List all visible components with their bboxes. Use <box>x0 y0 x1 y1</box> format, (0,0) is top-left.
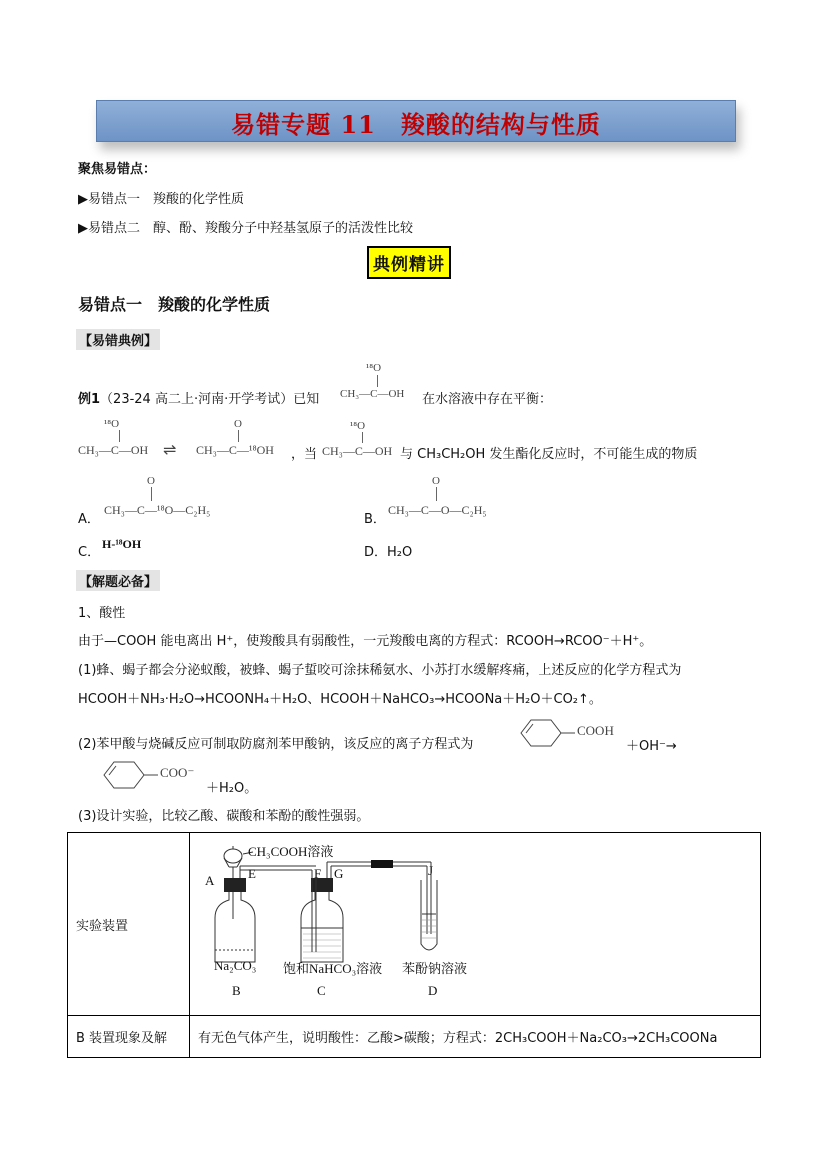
label-phenolate: 苯酚钠溶液 <box>402 961 468 976</box>
label-nahco3: 饱和NaHCO₃溶液 <box>283 961 383 976</box>
option-b-o: O <box>432 475 440 487</box>
option-c-label: C． <box>78 545 101 560</box>
example-1-intro <box>78 388 319 407</box>
label-na2co3: Na₂CO₃ <box>214 958 257 973</box>
eq-left: CH₃—C—OH <box>78 443 149 457</box>
mid-struct: CH₃—C—OH <box>322 444 393 458</box>
double-bond <box>151 487 153 501</box>
acidity-line-2: (1)蜂、蝎子都会分泌蚁酸，被蜂、蝎子蜇咬可涂抹稀氨水、小苏打水缓解疼痛，上述反应的化学方程式为 <box>78 663 682 678</box>
eq-right: CH₃—C—¹⁸OH <box>196 443 274 457</box>
double-bond <box>362 432 364 443</box>
mid-text-a: ，当 <box>291 447 318 462</box>
page-title: 易错专题 11 羧酸的结构与性质 <box>231 110 601 139</box>
acidity-line-1: 由于—COOH 能电离出 H⁺，使羧酸具有弱酸性，一元羧酸电离的方程式：RCOOH→RCOO⁻＋H⁺。 <box>78 634 653 649</box>
title-banner <box>96 100 736 142</box>
acidity-line-6: (3)设计实验，比较乙酸、碳酸和苯酚的酸性强弱。 <box>78 809 370 824</box>
acidity-heading: 1、酸性 <box>78 606 126 621</box>
double-bond <box>238 430 240 442</box>
mid-struct-o18: ¹⁸O <box>350 420 366 432</box>
example-source: （23-24 高二上·河南·开学考试）已知 <box>100 392 320 407</box>
eq-right-o: O <box>234 418 242 430</box>
option-b-label: B． <box>364 512 386 527</box>
example-section-label: 典例精讲 <box>367 246 451 279</box>
acidity-line-3: HCOOH＋NH₃·H₂O→HCOONH₄＋H₂O、HCOOH＋NaHCO₃→HCOONa＋H₂O＋CO₂↑。 <box>78 692 602 707</box>
double-bond <box>436 487 438 501</box>
label-a: A <box>205 873 215 888</box>
example-after-struct: 在水溶液中存在平衡： <box>422 392 553 407</box>
label-e: E <box>248 866 256 881</box>
label-f: F <box>314 866 322 881</box>
struct-acetic-18o: CH₃—C—OH <box>340 388 405 400</box>
option-c-struct: H-¹⁸OH <box>102 537 142 551</box>
eq-left-o18: ¹⁸O <box>104 418 120 430</box>
label-j: J <box>428 863 434 878</box>
table-cell-label: B 装置现象及解 <box>68 1016 190 1058</box>
option-d-label: D．H₂O <box>364 545 413 560</box>
o18-label: ¹⁸O <box>366 362 382 374</box>
example-label: 例1 <box>78 392 101 407</box>
tag-solution-essentials: 【解题必备】 <box>76 570 160 591</box>
mid-text-b: 与 CH₃CH₂OH 发生酯化反应时，不可能生成的物质 <box>400 447 698 462</box>
double-bond <box>377 375 379 387</box>
coo-group: COO⁻ <box>160 765 195 780</box>
acidity-line-4: (2)苯甲酸与烧碱反应可制取防腐剂苯甲酸钠，该反应的离子方程式为 <box>78 737 474 752</box>
caption-b: B <box>232 983 241 998</box>
option-b-struct: CH₃—C—O—C₂H₅ <box>388 503 487 517</box>
table-row <box>68 833 761 1016</box>
caption-c: C <box>317 983 326 998</box>
experiment-table <box>67 832 761 1058</box>
tag-typical-example: 【易错典例】 <box>76 329 160 350</box>
label-acetic-solution: CH₃COOH溶液 <box>248 844 334 859</box>
acidity-line-5-tail: ＋H₂O。 <box>206 781 258 796</box>
option-a-struct: CH₃—C—¹⁸O—C₂H₅ <box>104 503 211 517</box>
table-cell-apparatus <box>190 833 761 1016</box>
option-a-label: A． <box>78 512 100 527</box>
double-bond <box>119 430 121 442</box>
table-cell-label: 实验装置 <box>68 833 190 1016</box>
caption-d: D <box>428 983 438 998</box>
focus-item-2: ▶易错点二 醇、酚、羧酸分子中羟基氢原子的活泼性比较 <box>78 221 413 236</box>
acidity-line-4-tail: ＋OH⁻→ <box>626 739 677 754</box>
cooh-group: COOH <box>577 723 614 738</box>
option-a-o: O <box>147 475 155 487</box>
table-row <box>68 1016 761 1058</box>
focus-heading: 聚焦易错点： <box>78 162 157 177</box>
section-1-title: 易错点一 羧酸的化学性质 <box>78 295 271 314</box>
label-g: G <box>334 866 344 881</box>
focus-item-1: ▶易错点一 羧酸的化学性质 <box>78 192 244 207</box>
table-cell-explanation: 有无色气体产生，说明酸性：乙酸>碳酸；方程式：2CH₃COOH＋Na₂CO₃→2CH₃COONa <box>190 1016 761 1058</box>
equilibrium-arrow: ⇌ <box>163 440 177 459</box>
apparatus-diagram <box>191 834 751 1014</box>
